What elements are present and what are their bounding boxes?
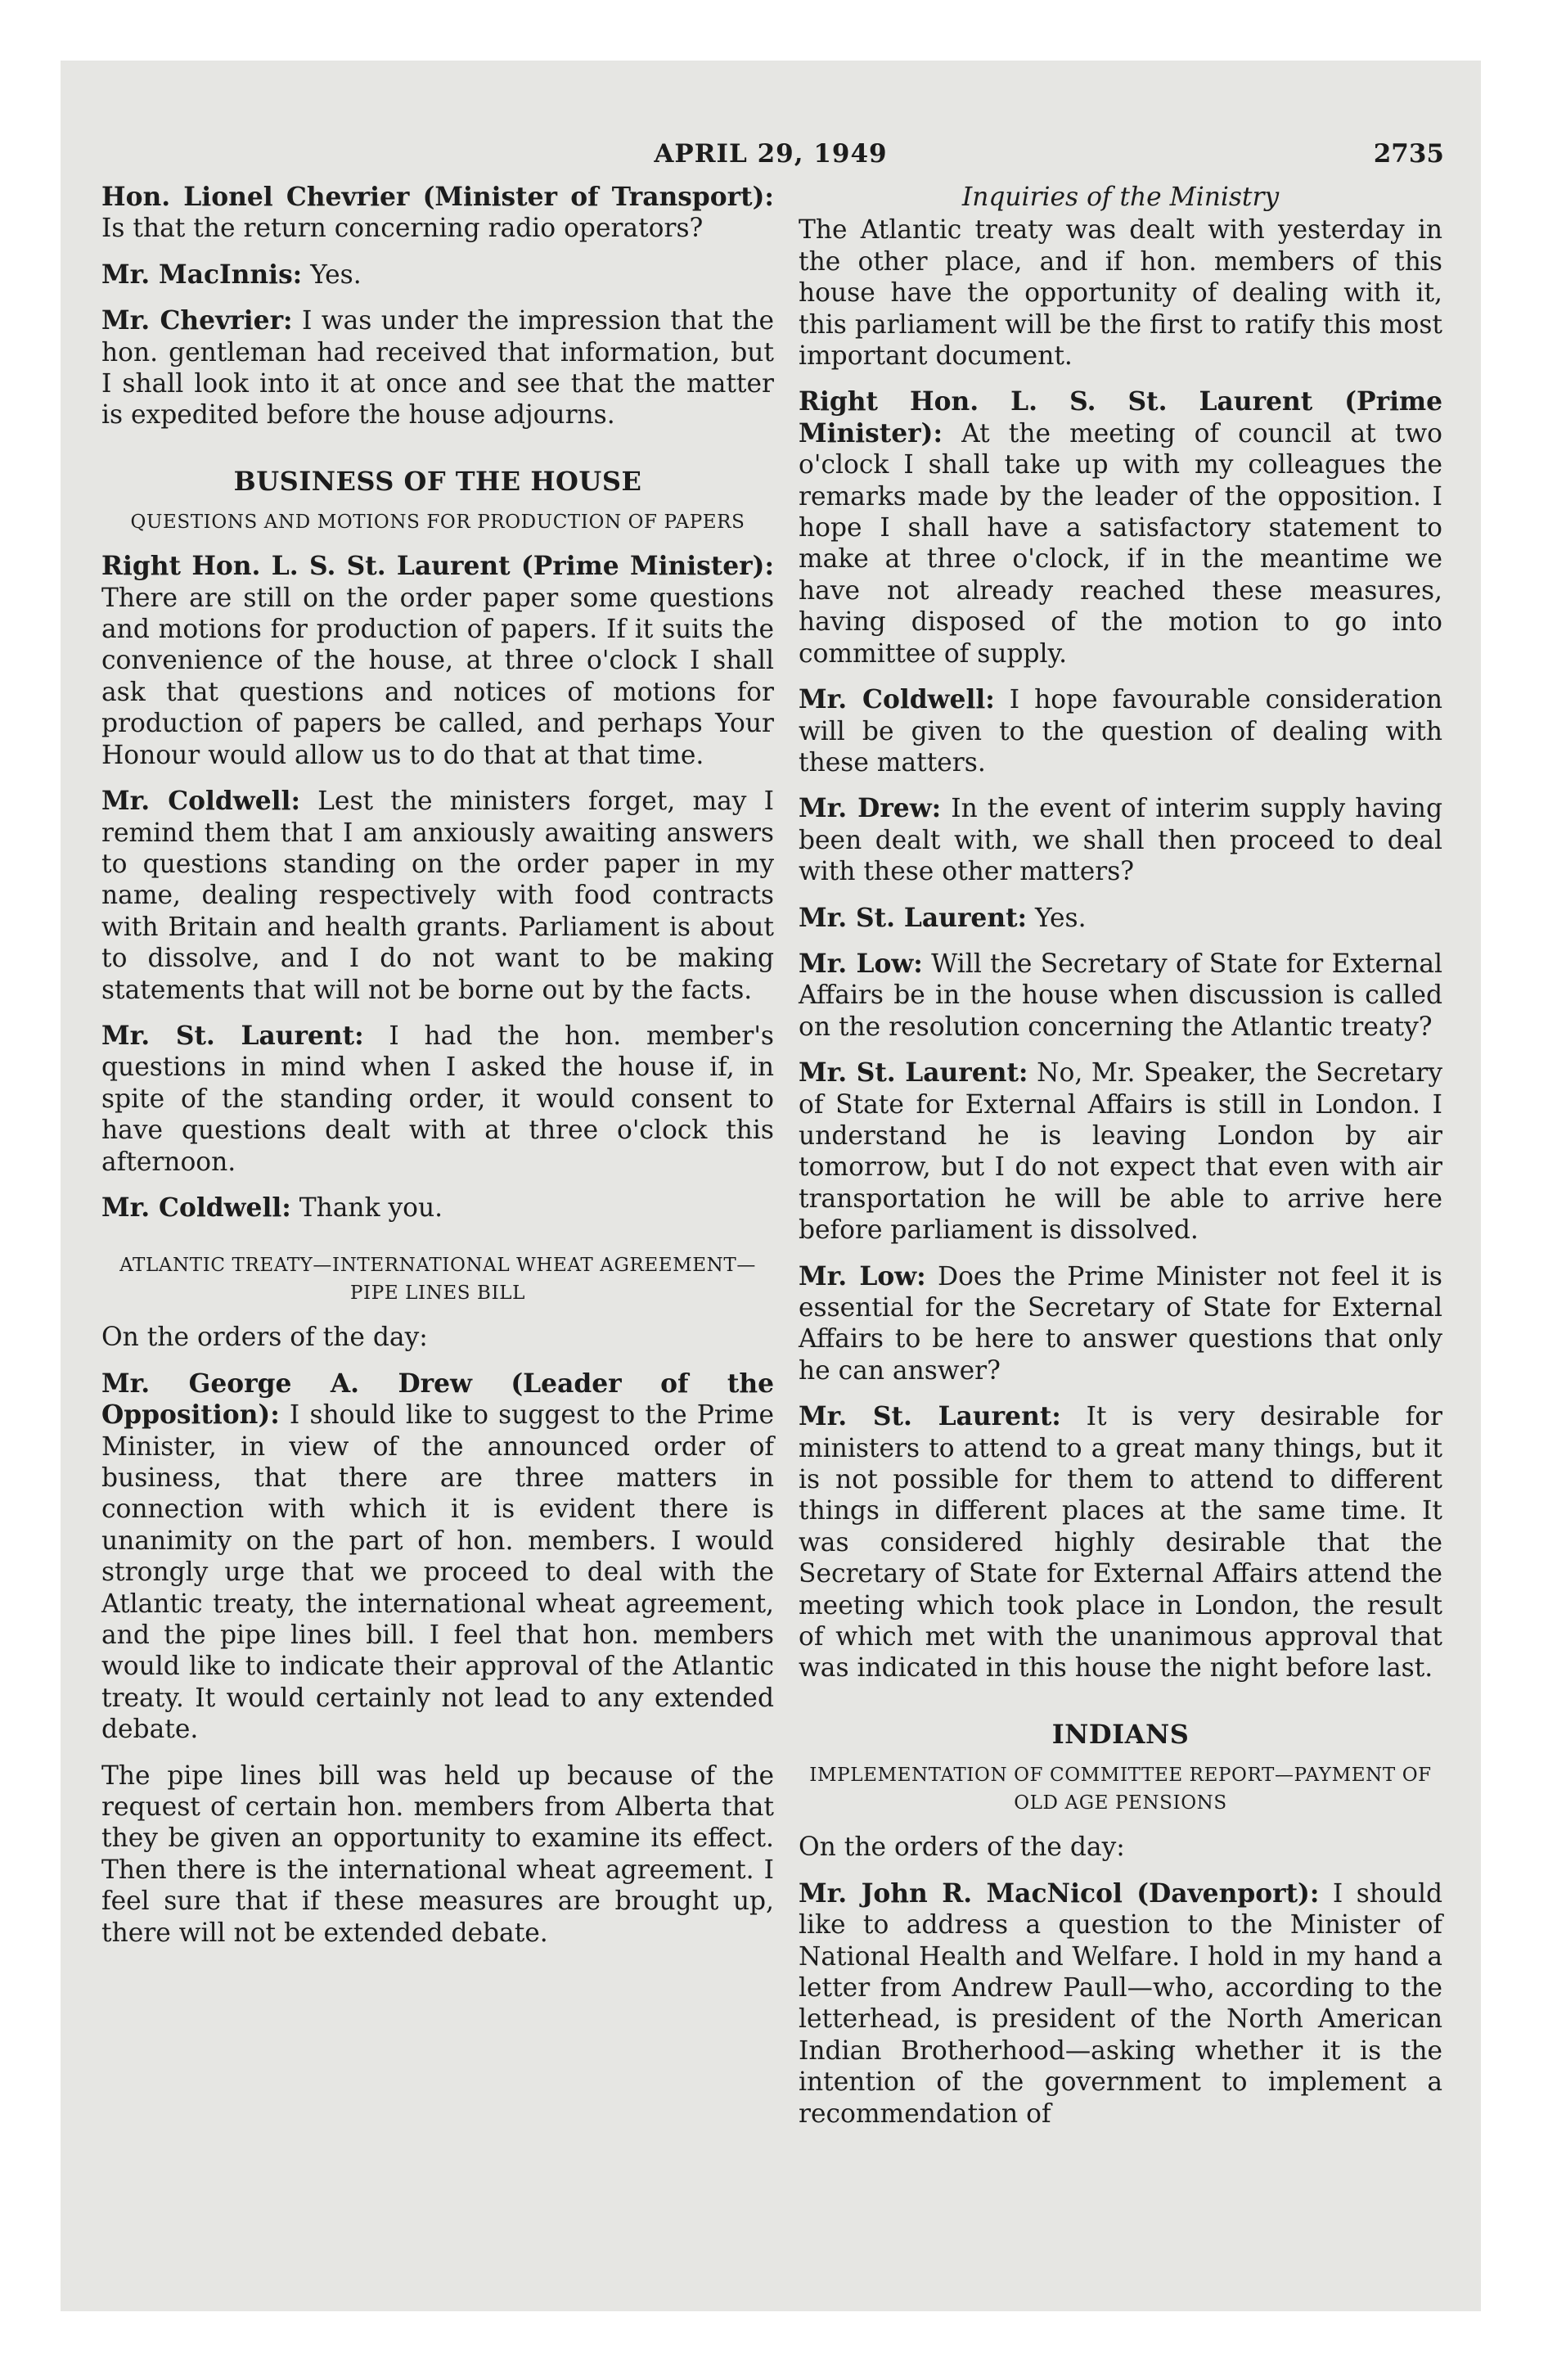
speaker-name: Mr. John R. MacNicol (Davenport):	[799, 1878, 1320, 1909]
speaker-name: Right Hon. L. S. St. Laurent (Prime Minister):	[101, 552, 774, 582]
speaker-name: Mr. Coldwell:	[799, 685, 995, 715]
paragraph	[799, 1057, 1442, 1246]
subsection-heading: IMPLEMENTATION OF COMMITTEE REPORT—PAYMENT OF OLD AGE PENSIONS	[809, 1765, 1432, 1814]
section-heading: BUSINESS OF THE HOUSE	[233, 465, 642, 497]
subsection-heading: ATLANTIC TREATY—INTERNATIONAL WHEAT AGREEMENT—PIPE LINES BILL	[119, 1255, 756, 1305]
paragraph	[101, 1021, 774, 1178]
left-column	[101, 182, 774, 1963]
speech-text: There are still on the order paper some questions and motions for production of papers. If it suits the convenience of the house, at three o'clock I shall ask that questions and notices of motions for production of papers be called, and perhaps Your Honour would allow us to do that at that time.	[101, 583, 774, 770]
paragraph	[799, 1878, 1442, 2130]
header-date: APRIL 29, 1949	[654, 139, 888, 169]
speech-text: It is very desirable for ministers to attend to a great many things, but it is not possible for them to attend to different things in different places at the same time. It was considered highly desirable that the Secretary of State for External Affairs attend the meeting which took place in London, the result of which met with the unanimous approval that was indicated in this house the night before last.	[799, 1402, 1443, 1684]
speech-text: At the meeting of council at two o'clock I shall take up with my colleagues the remarks made by the leader of the opposition. I hope I shall have a satisfactory statement to make at three o'clock, if in the meantime we have not already reached these measures, having disposed of the motion to go into committee of supply.	[799, 418, 1442, 669]
paragraph	[101, 551, 774, 771]
section-heading: INDIANS	[1051, 1718, 1190, 1750]
speaker-name: Mr. Coldwell:	[101, 787, 300, 817]
paragraph: The Atlantic treaty was dealt with yesterday in the other place, and if hon. members of this house have the opportunity of dealing with it, this parliament will be the first to ratify this most important document.	[799, 215, 1442, 372]
speaker-name: Right Hon. L. S. St. Laurent (Prime Minister):	[799, 387, 1442, 449]
speech-text: I was under the impression that the hon. gentleman had received that information, but I shall look into it at once and see that the matter is expedited before the house adjourns.	[101, 306, 774, 430]
speech-text: In the event of interim supply having been dealt with, we shall then proceed to deal with these other matters?	[799, 794, 1442, 887]
paragraph	[101, 786, 774, 1006]
speech-text: Yes.	[302, 259, 362, 290]
speech-text: Thank you.	[290, 1192, 443, 1223]
paragraph: The pipe lines bill was held up because of the request of certain hon. members from Alberta that they be given an opportunity to examine its effect. Then there is the international wheat agreement. I feel sure that if these measures are brought up, there will not be extended debate.	[101, 1760, 774, 1948]
scanned-page	[61, 61, 1481, 2311]
speech-text: I should like to address a question to the Minister of National Health and Welfare. I hold in my hand a letter from Andrew Paull—who, according to the letterhead, is president of the North American Indian Brotherhood—asking whether it is the intention of the government to implement a recommendation of	[799, 1878, 1442, 2129]
paragraph	[799, 684, 1442, 778]
speaker-name: Mr. Chevrier:	[101, 306, 293, 336]
speech-text: Lest the ministers forget, may I remind them that I am anxiously awaiting answers to questions standing on the order paper in my name, dealing respectively with food contracts with Britain and health grants. Parliament is about to dissolve, and I do not want to be making statements that will not be borne out by the facts.	[101, 787, 774, 1005]
paragraph	[101, 1192, 774, 1224]
paragraph	[799, 903, 1442, 934]
paragraph	[799, 1261, 1442, 1387]
paragraph	[799, 793, 1442, 887]
speaker-name: Mr. St. Laurent:	[799, 1402, 1061, 1432]
speaker-name: Mr. MacInnis:	[101, 259, 303, 290]
paragraph	[101, 1368, 774, 1746]
right-column	[799, 182, 1442, 2144]
speaker-name: Mr. St. Laurent:	[101, 1021, 364, 1051]
orders-of-the-day: On the orders of the day:	[101, 1323, 428, 1353]
paragraph	[799, 1401, 1442, 1684]
subsection-heading: QUESTIONS AND MOTIONS FOR PRODUCTION OF PAPERS	[130, 512, 745, 534]
paragraph	[799, 386, 1442, 669]
speech-text: I hope favourable consideration will be given to the question of dealing with these matters.	[799, 685, 1442, 778]
speech-text: Yes.	[1027, 903, 1087, 933]
speaker-name: Mr. Low:	[799, 949, 923, 979]
page-header	[61, 139, 1481, 180]
speaker-name: Mr. Drew:	[799, 794, 942, 824]
running-head: Inquiries of the Ministry	[961, 183, 1280, 212]
paragraph	[799, 949, 1442, 1043]
speaker-name: Mr. St. Laurent:	[799, 1058, 1028, 1089]
speaker-name: Mr. Coldwell:	[101, 1192, 291, 1223]
speech-text: I had the hon. member's questions in mind when I asked the house if, in spite of the standing order, it would consent to have questions dealt with at three o'clock this afternoon.	[101, 1021, 774, 1177]
speaker-name: Mr. George A. Drew (Leader of the Opposition):	[101, 1368, 774, 1431]
paragraph	[101, 182, 774, 245]
speaker-name: Hon. Lionel Chevrier (Minister of Transport):	[101, 183, 774, 212]
speech-text: Will the Secretary of State for External Affairs be in the house when discussion is called on the resolution concerning the Atlantic treaty?	[799, 949, 1442, 1042]
paragraph	[101, 305, 774, 431]
speech-text: I should like to suggest to the Prime Minister, in view of the announced order of business, that there are three matters in connection with which it is evident there is unanimity on the part of hon. members. I would strongly urge that we proceed to deal with the Atlantic treaty, the international wheat agreement, and the pipe lines bill. I feel that hon. members would like to indicate their approval of the Atlantic treaty. It would certainly not lead to any extended debate.	[101, 1400, 774, 1745]
speaker-name: Mr. Low:	[799, 1261, 926, 1291]
orders-of-the-day: On the orders of the day:	[799, 1832, 1125, 1863]
paragraph	[101, 259, 774, 291]
speech-text: Is that the return concerning radio operators?	[101, 214, 704, 244]
speaker-name: Mr. St. Laurent:	[799, 903, 1028, 933]
speech-text: Does the Prime Minister not feel it is essential for the Secretary of State for External Affairs to be here to answer questions that only he can answer?	[799, 1261, 1442, 1386]
speech-text: No, Mr. Speaker, the Secretary of State for External Affairs is still in London. I understand he is leaving London by air tomorrow, but I do not expect that even with air transportation he will be able to arrive here before parliament is dissolved.	[799, 1058, 1442, 1246]
page-number: 2735	[1373, 139, 1444, 169]
